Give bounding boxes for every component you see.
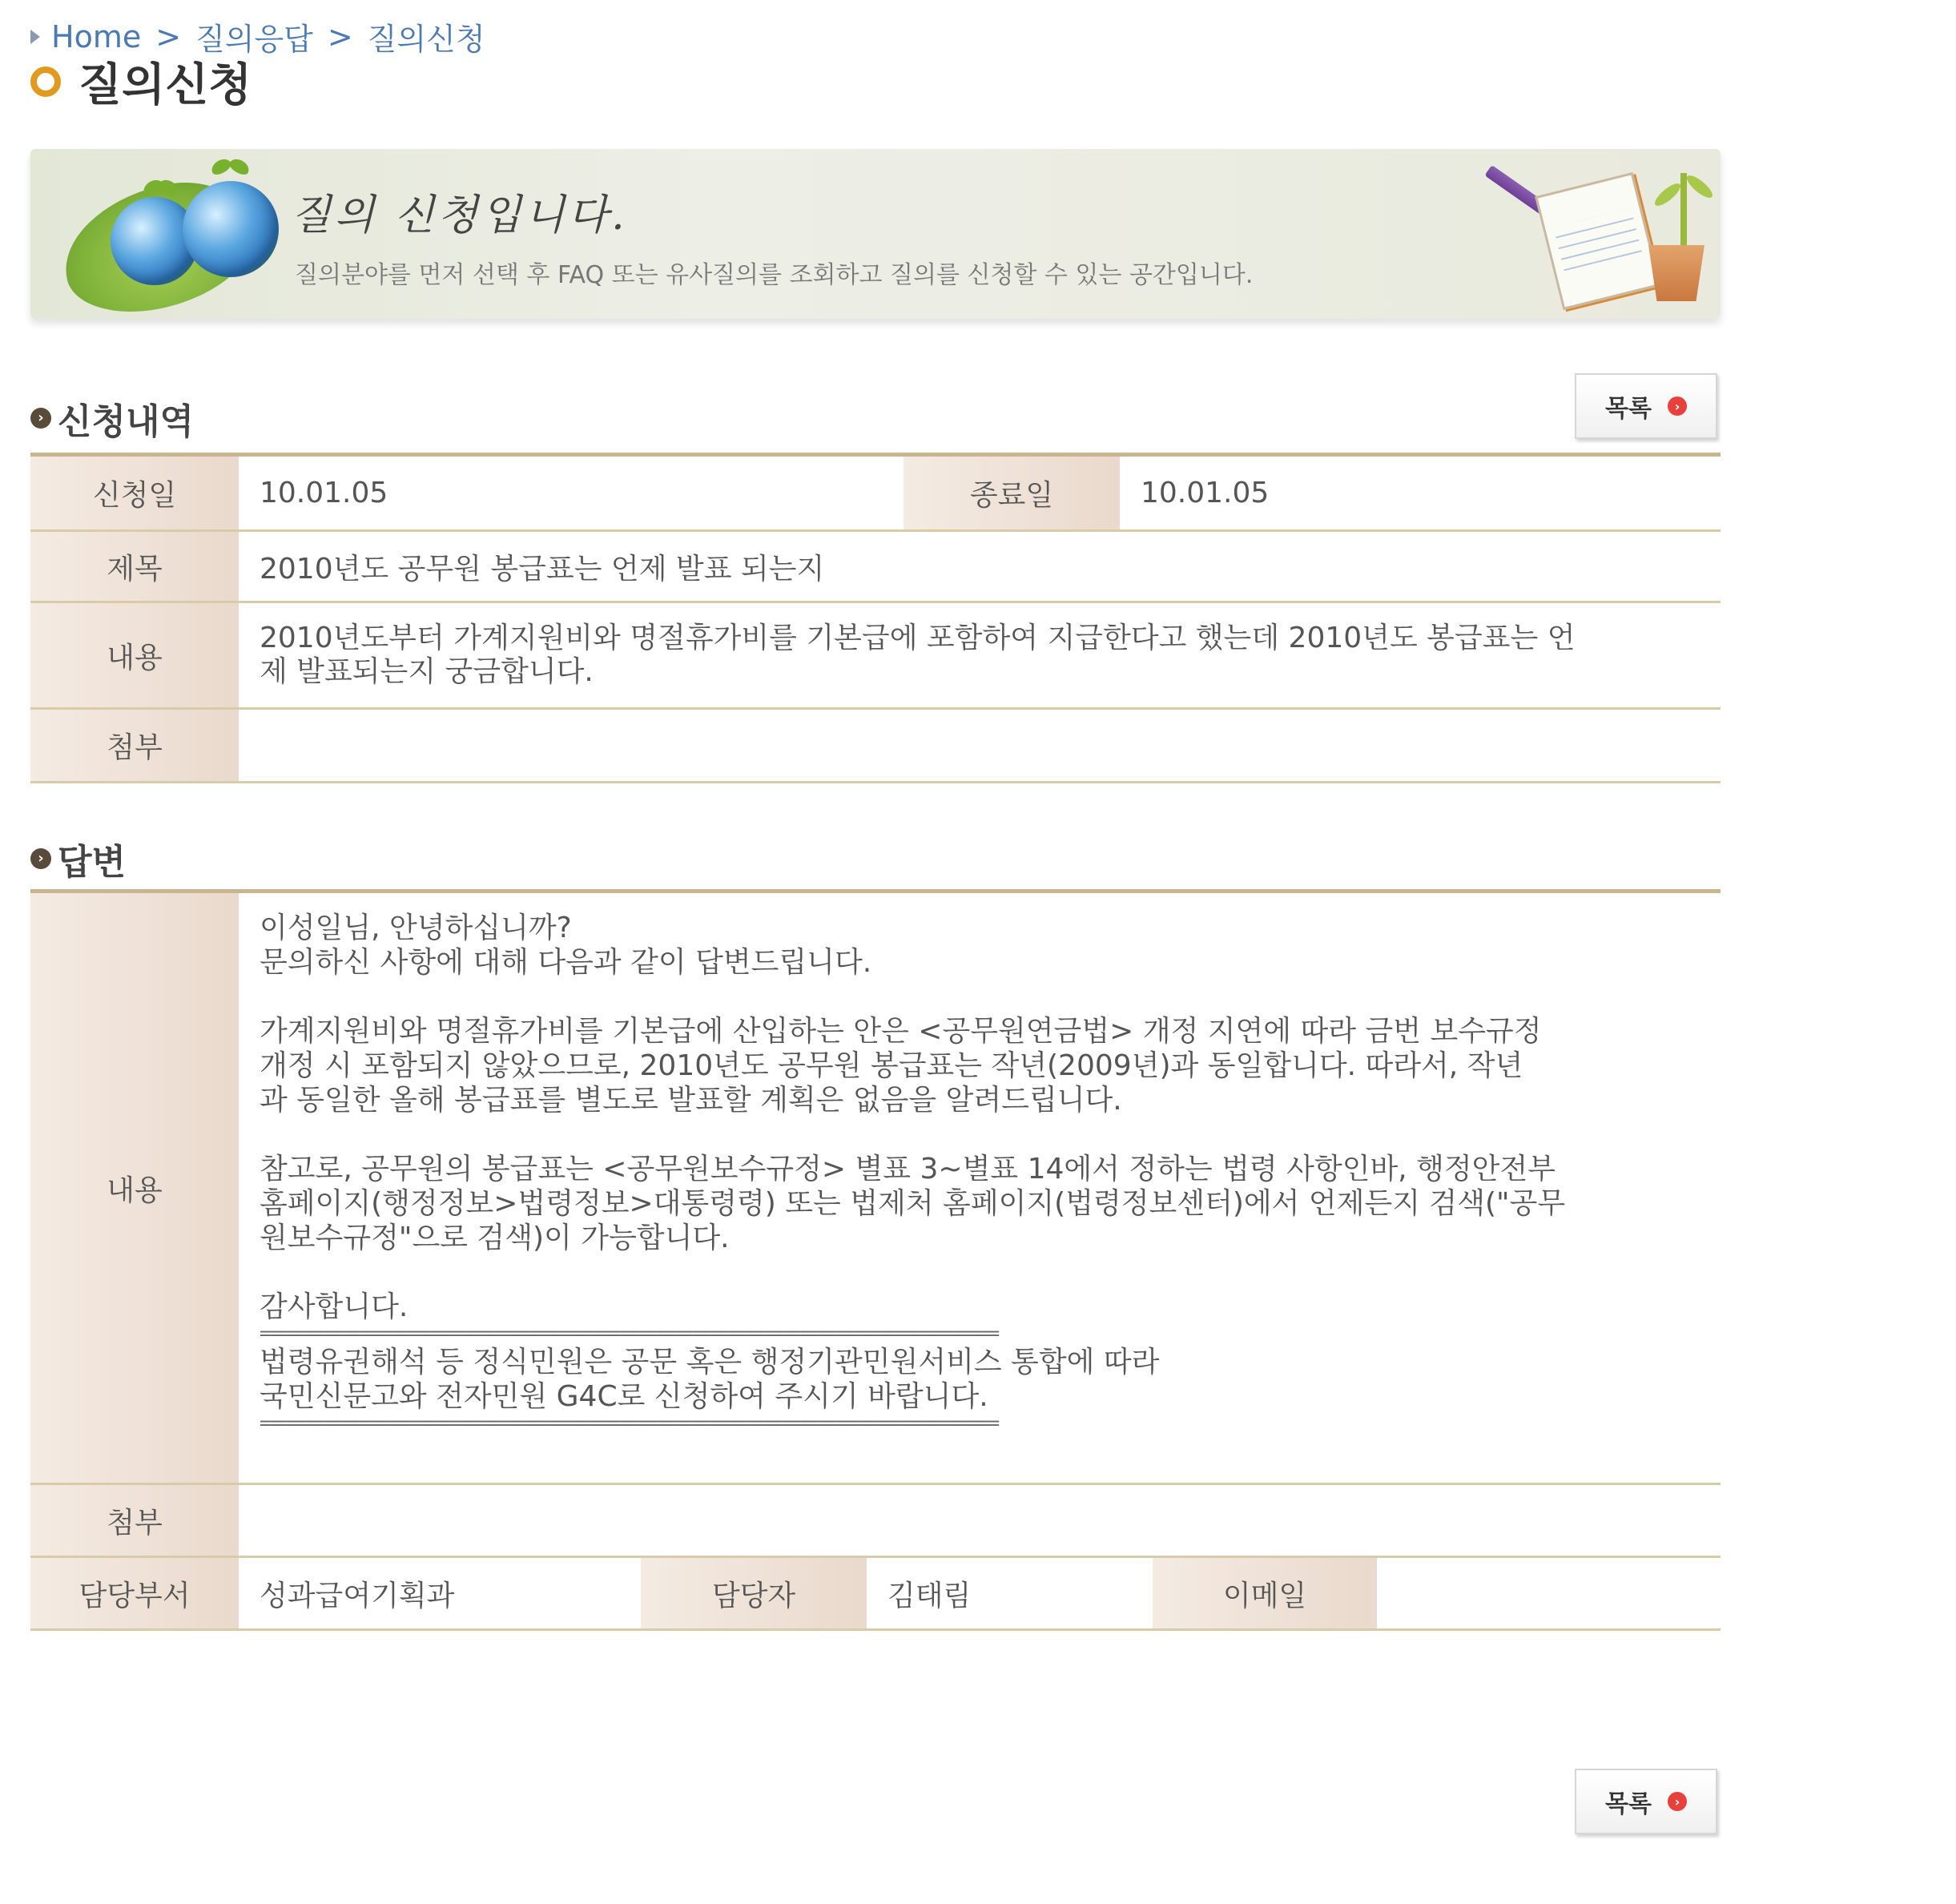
notebook-icon bbox=[1535, 172, 1661, 310]
answer-divider: ================================================================================== bbox=[260, 1324, 999, 1344]
request-section-title-text: 신청내역 bbox=[58, 401, 195, 442]
answer-content-label: 내용 bbox=[30, 892, 239, 1484]
answer-notice-line: 국민신문고와 전자민원 G4C로 신청하여 주시기 바랍니다. bbox=[260, 1380, 988, 1413]
intro-banner bbox=[30, 149, 1721, 319]
table-row bbox=[30, 602, 1721, 709]
answer-divider: ================================================================================== bbox=[260, 1414, 999, 1434]
plant-icon bbox=[1680, 173, 1687, 250]
email-value bbox=[1377, 1557, 1721, 1630]
person-value: 김태림 bbox=[867, 1557, 1153, 1630]
page-title-text: 질의신청 bbox=[78, 59, 252, 111]
request-table bbox=[30, 453, 1721, 783]
answer-attachment-label: 첨부 bbox=[30, 1484, 239, 1557]
content-line: 2010년도부터 가계지원비와 명절휴가비를 기본급에 포함하여 지급한다고 했는데 2010년도 봉급표는 언 bbox=[260, 622, 1576, 654]
answer-section-title-text: 답변 bbox=[58, 842, 127, 883]
attachment-value bbox=[239, 709, 1721, 783]
list-button-label: 목록 bbox=[1605, 395, 1652, 423]
request-date-label: 신청일 bbox=[30, 455, 239, 531]
answer-closing: 감사합니다. bbox=[260, 1290, 409, 1323]
breadcrumb-arrow-icon bbox=[30, 30, 40, 44]
answer-content-value bbox=[239, 892, 1721, 1484]
arrow-right-circle-icon: › bbox=[1668, 1792, 1687, 1811]
request-date-value: 10.01.05 bbox=[239, 455, 904, 531]
answer-line: 참고로, 공무원의 봉급표는 <공무원보수규정> 별표 3~별표 14에서 정하는 법령 사항인바, 행정안전부 bbox=[260, 1153, 1556, 1185]
answer-line: 과 동일한 올해 봉급표를 별도로 발표할 계획은 없음을 알려드립니다. bbox=[260, 1084, 1122, 1117]
chevron-right-circle-icon: › bbox=[30, 848, 51, 869]
list-button-label: 목록 bbox=[1605, 1790, 1652, 1818]
subject-label: 제목 bbox=[30, 531, 239, 602]
table-row bbox=[30, 1557, 1721, 1630]
table-row bbox=[30, 531, 1721, 602]
list-button-top[interactable] bbox=[1575, 373, 1717, 439]
breadcrumb-home[interactable]: Home bbox=[51, 18, 142, 54]
answer-line: 개정 시 포함되지 않았으므로, 2010년도 공무원 봉급표는 작년(2009년)과 동일합니다. 따라서, 작년 bbox=[260, 1049, 1523, 1082]
department-value: 성과급여기획과 bbox=[239, 1557, 641, 1630]
answer-line: 이성일님, 안녕하십니까? bbox=[260, 912, 572, 944]
banner-description: 질의분야를 먼저 선택 후 FAQ 또는 유사질의를 조회하고 질의를 신청할 수 있는 공간입니다. bbox=[295, 261, 1254, 289]
subject-value: 2010년도 공무원 봉급표는 언제 발표 되는지 bbox=[239, 531, 1721, 602]
answer-line: 가계지원비와 명절휴가비를 기본급에 산입하는 안은 <공무원연금법> 개정 지연에 따라 금번 보수규정 bbox=[260, 1015, 1542, 1048]
list-button-bottom[interactable] bbox=[1575, 1769, 1717, 1834]
page-title bbox=[30, 50, 252, 114]
answer-line: 문의하신 사항에 대해 다음과 같이 답변드립니다. bbox=[260, 946, 872, 979]
table-row bbox=[30, 455, 1721, 531]
arrow-right-circle-icon: › bbox=[1668, 396, 1687, 416]
breadcrumb-level1[interactable]: 질의응답 bbox=[195, 22, 313, 57]
end-date-label: 종료일 bbox=[904, 455, 1120, 531]
answer-attachment-value bbox=[239, 1484, 1721, 1557]
end-date-value: 10.01.05 bbox=[1120, 455, 1721, 531]
content-line: 제 발표되는지 궁금합니다. bbox=[260, 655, 594, 688]
breadcrumb-separator: > bbox=[327, 18, 353, 54]
banner-headline: 질의 신청입니다. bbox=[291, 191, 628, 240]
attachment-label: 첨부 bbox=[30, 709, 239, 783]
answer-line: 원보수규정"으로 검색)이 가능합니다. bbox=[260, 1222, 730, 1254]
email-label: 이메일 bbox=[1153, 1557, 1377, 1630]
chevron-right-circle-icon: › bbox=[30, 408, 51, 429]
department-label: 담당부서 bbox=[30, 1557, 239, 1630]
circle-bullet-icon bbox=[30, 66, 61, 97]
answer-section-title bbox=[30, 833, 126, 884]
sprout-icon bbox=[227, 156, 252, 178]
table-row bbox=[30, 892, 1721, 1484]
content-value bbox=[239, 602, 1721, 709]
breadcrumb-separator: > bbox=[155, 18, 182, 54]
content-label: 내용 bbox=[30, 602, 239, 709]
flowerpot-icon bbox=[1648, 245, 1704, 301]
person-label: 담당자 bbox=[641, 1557, 867, 1630]
breadcrumb-level2[interactable]: 질의신청 bbox=[367, 22, 485, 57]
globe-icon bbox=[183, 181, 279, 277]
answer-line: 홈페이지(행정정보>법령정보>대통령령) 또는 법제처 홈페이지(법령정보센터)에서 언제든지 검색("공무 bbox=[260, 1187, 1566, 1220]
table-row bbox=[30, 709, 1721, 783]
table-row bbox=[30, 1484, 1721, 1557]
request-section-title bbox=[30, 392, 194, 444]
answer-notice-line: 법령유권해석 등 정식민원은 공문 혹은 행정기관민원서비스 통합에 따라 bbox=[260, 1346, 1160, 1379]
answer-table bbox=[30, 889, 1721, 1631]
